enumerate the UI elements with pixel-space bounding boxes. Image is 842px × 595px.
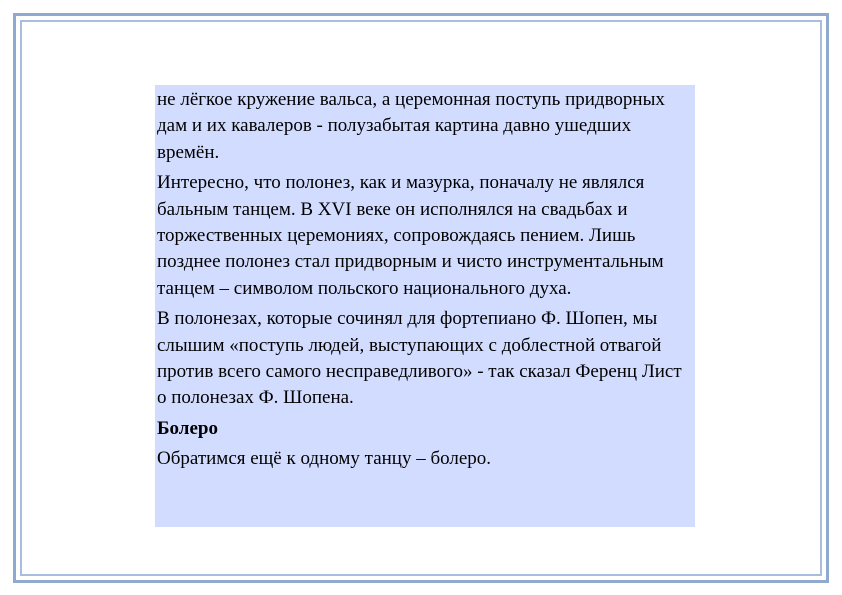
paragraph-intro: не лёгкое кружение вальса, а церемонная поступь придворных дам и их кавалеров - полузабытая картина давно ушедших времён.	[157, 89, 665, 163]
text-block	[155, 85, 695, 527]
paragraph-chopin: В полонезах, которые сочинял для фортепиано Ф. Шопен, мы слышим «поступь людей, выступающих с доблестной отвагой против всего самого несправедливого» - так сказал Ференц Лист о полонезах Ф. Шопена.	[157, 308, 682, 409]
paragraph-history: Интересно, что полонез, как и мазурка, поначалу не являлся бальным танцем. В XVI веке он исполнялся на свадьбах и торжественных церемониях, сопровождаясь пением. Лишь позднее полонез стал придворным и чисто инструментальным танцем – символом польского национального духа.	[157, 172, 664, 299]
paragraph-bolero: Обратимся ещё к одному танцу – болеро.	[157, 448, 492, 470]
section-heading-bolero: Болеро	[157, 417, 218, 439]
